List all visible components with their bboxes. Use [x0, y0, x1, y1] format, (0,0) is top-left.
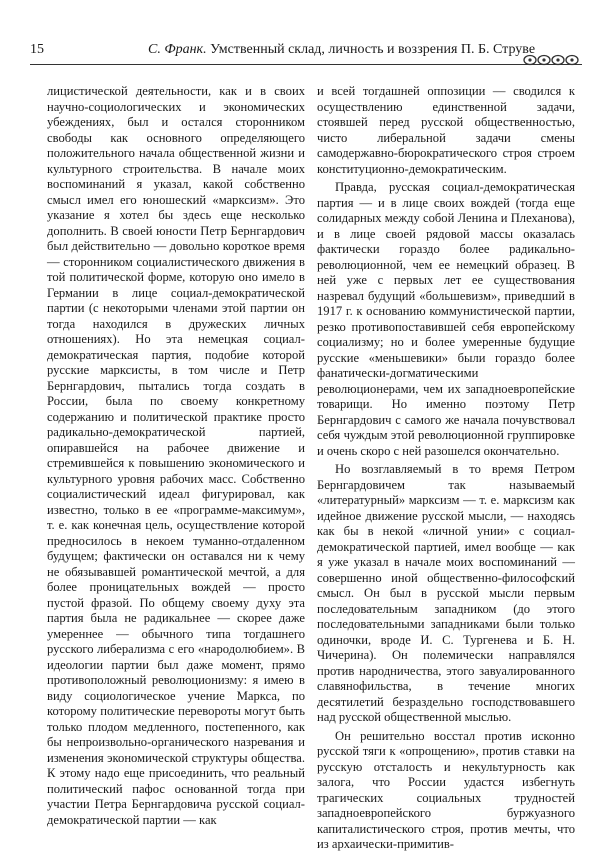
running-header [30, 40, 582, 65]
running-title [148, 42, 535, 58]
paragraph: Правда, русская социал-демократическая партия — и в лице своих вождей (тогда еще солидарных между собой Ленина и Плеханова), и в лице своей рядовой массы оказалась фактически гораздо более радикально-революционной, чем ее немецкий образец. В ней уже с первых лет ее существования назревал будущий «большевизм», приведший в 1917 г. к основанию коммунистической партии, резко противопоставившей себя европейскому социализму; но и более умеренные будущие русские «меньшевики» были гораздо более фанатически-догматическими революционерами, чем их западноевропейские товарищи. Но именно поэтому Петр Бернгардович с самого же начала почувствовал себя чуждым этой революционной группировке и очень скоро с ней разошелся окончательно. [317, 180, 575, 458]
ornament-icon [522, 52, 582, 68]
page-number: 15 [30, 42, 44, 57]
paragraph: лицистической деятельности, как и в своих научно-социологических и экономических убеждениях, был и остался сторонником свободы как основного определяющего положительного начала общественной жизни и культурного строительства. В начале моих воспоминаний я указал, какой собственно смысл имел его юношеский «марксизм». Это указание я хотел бы здесь еще несколько дополнить. В своей юности Петр Бернгардович был действительно — довольно короткое время — сторонником социалистического движения в той политической форме, которую оно имело в Германии в лице социал-демократической партии (с некоторыми членами этой партии он тогда находился в дружеских личных отношениях). Но эта немецкая социал-демократическая партия, подобие которой русские марксисты, в том числе и Петр Бернгардович, пытались тогда создать в России, была по своему конкретному содержанию и политической практике просто радикально-демократической партией, опиравшейся на рабочее движение и стремившейся к повышению экономического и культурного уровня рабочих масс. Собственно социалистический идеал фигурировал, как известно, только в ее «программе-максимум», т. е. как конечная цель, осуществление которой предносилось в некоем туманно-отдаленном будущем; фактически он оставался ни к чему не обязывавшей романтической мечтой, а для более проницательных вождей — просто пустой фразой. По общему своему духу эта партия была не радикальнее — скорее даже умереннее — обычного типа тогдашнего русского либерализма с его «народолюбием». В идеологии партии был даже момент, прямо противоположный революционизму: я имею в виду социологическое учение Маркса, по которому политические перевороты могут быть только плодом медленного, постепенного, как бы непроизвольно-органического назревания и изменения экономической структуры общества. К этому надо еще присоединить, что реальный политический пафос основанной тогда при участии Петра Бернгардовича русской социал-демократической партии — как [47, 84, 305, 827]
header-title: Умственный склад, личность и воззрения П. Б. Струве [210, 42, 536, 57]
paragraph: Он решительно восстал против исконно русской тяги к «опрощению», против ставки на русскую отсталость и некультурность как залога, что России удастся избегнуть трагических социальных трудностей западноевропейского буржуазного капиталистического строя, против мечты, что из архаически-примитив- [317, 728, 575, 851]
paragraph: и всей тогдашней оппозиции — сводился к осуществлению единственной задачи, стоявшей перед русской общественностью, чисто либеральной задачи смены самодержавно-бюрократического строя строем конституционно-демократическим. [317, 84, 575, 176]
paragraph: Но возглавляемый в то время Петром Бернгардовичем так называемый «литературный» марксизм — т. е. марксизм как идейное движение русской мысли, — находясь как бы в некой «личной унии» с социал-демократической партией, имел вообще — как я уже указал в начале моих воспоминаний — совершенно иной общественно-философский смысл. Он был в русской мысли первым последовательным западником (до этого последовательными западниками были только одиночки, вроде И. С. Тургенева и Б. Н. Чичерина). Он полемически направлялся против народничества, этого завуалированного славянофильства, в течение многих десятилетий безраздельно господствовавшего над русской общественной мыслью. [317, 462, 575, 724]
header-author: С. Франк. [148, 42, 207, 57]
left-column [47, 84, 305, 828]
right-column [317, 84, 575, 853]
text-columns [47, 84, 575, 851]
